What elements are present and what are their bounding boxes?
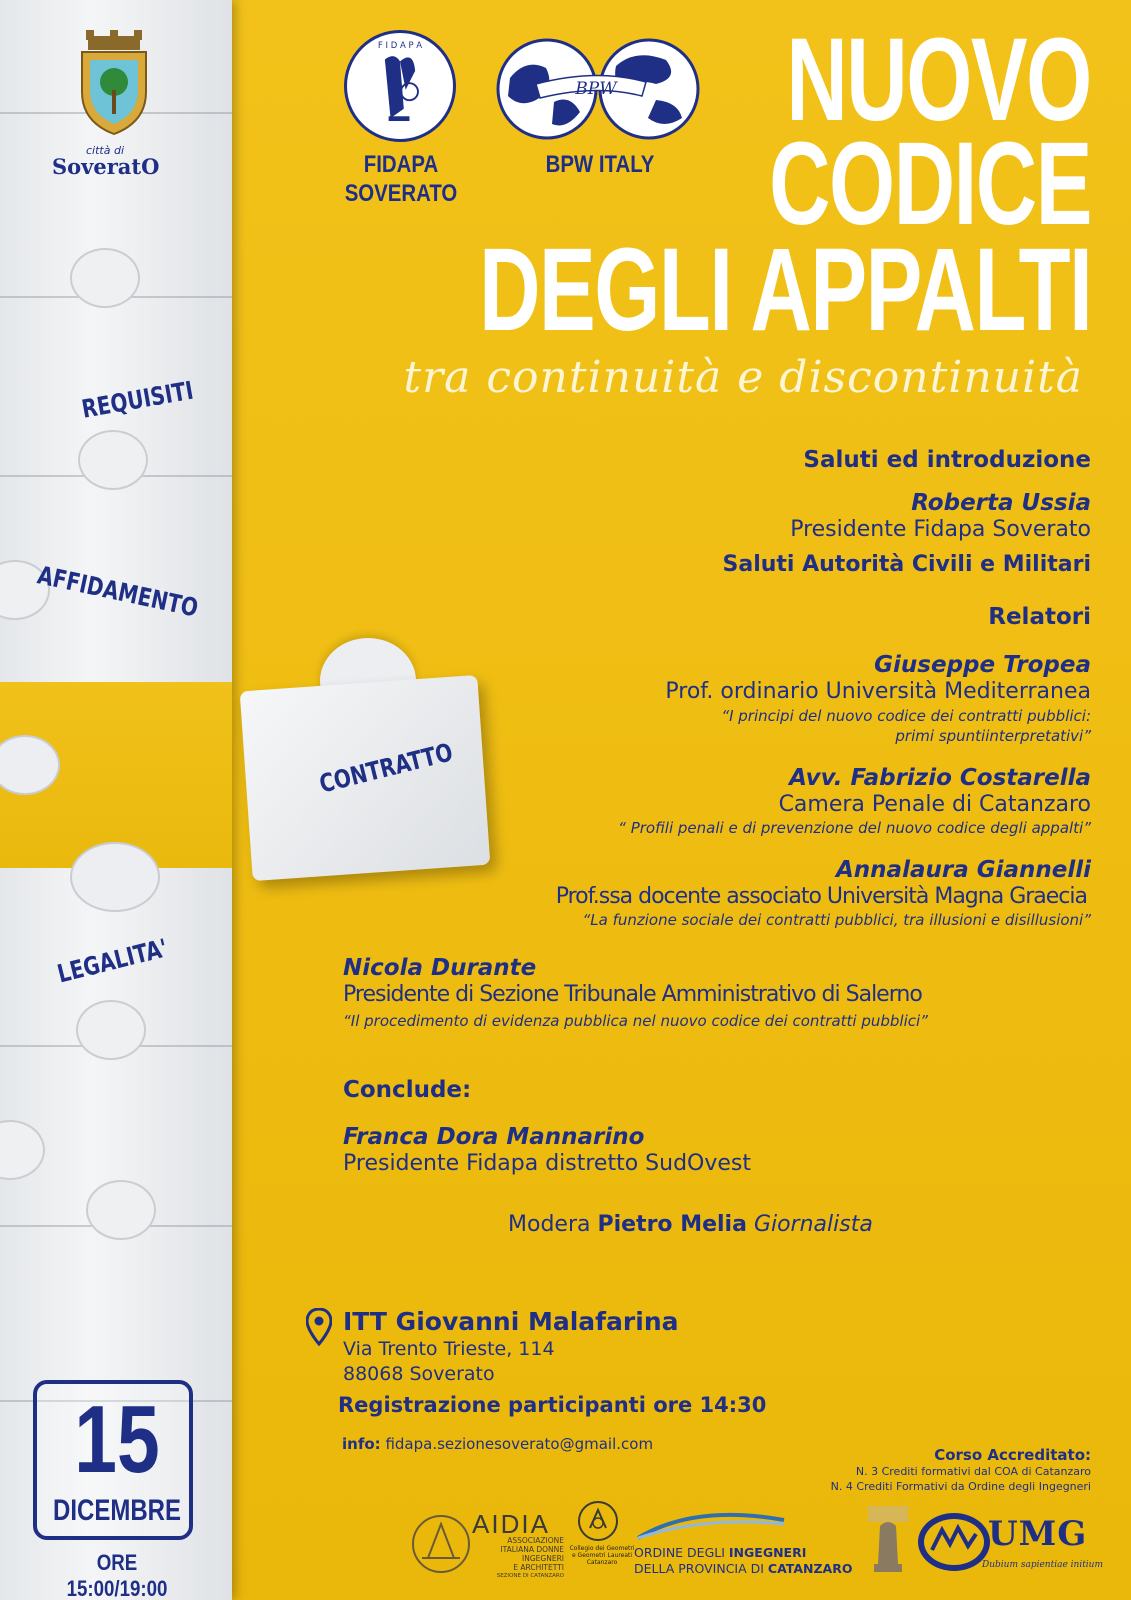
title-line-2: CODICE: [769, 118, 1091, 250]
city-name: SoveratO: [52, 154, 160, 179]
info-email[interactable]: fidapa.sezionesoverato@gmail.com: [385, 1435, 654, 1453]
fidapa-ring-text: F I D A P A: [377, 41, 423, 52]
speaker-quote-cont: primi spuntiinterpretativi”: [895, 727, 1091, 745]
geometri-emblem-icon: [576, 1498, 620, 1544]
fidapa-angel-icon: [347, 33, 453, 139]
fidapa-caption-line2: SOVERATO: [344, 180, 458, 207]
title-line-3: DEGLI APPALTI: [478, 224, 1091, 356]
fidapa-logo: [344, 30, 456, 142]
puzzle-word-affidamento: AFFIDAMENTO: [34, 560, 201, 623]
accreditation-line-1: N. 3 Crediti formativi dal COA di Catanzaro: [855, 1465, 1091, 1478]
speaker-name: Nicola Durante: [343, 955, 537, 981]
speaker-name: Avv. Fabrizio Costarella: [789, 765, 1091, 791]
city-label: città di: [86, 144, 125, 157]
venue-street: Via Trento Trieste, 114: [343, 1338, 555, 1360]
registration-info: Registrazione participanti ore 14:30: [338, 1393, 767, 1417]
puzzle-knob: [86, 1180, 156, 1240]
puzzle-word-contratto: CONTRATTO: [316, 737, 456, 799]
coa-statue-icon: [864, 1504, 912, 1574]
speaker-role: Prof. ordinario Università Mediterranea: [665, 679, 1091, 704]
puzzle-knob: [70, 248, 140, 308]
puzzle-word-requisiti: REQUISITI: [79, 375, 196, 424]
bpw-caption: BPW ITALY: [545, 151, 655, 178]
conclude-heading: Conclude:: [343, 1077, 472, 1103]
ordine-ingegneri-arc-icon: [634, 1510, 788, 1540]
accreditation-heading: Corso Accreditato:: [934, 1446, 1091, 1464]
aidia-sub: ASSOCIAZIONE: [507, 1536, 564, 1545]
conclude-name: Franca Dora Mannarino: [343, 1124, 645, 1150]
welcome-role: Presidente Fidapa Soverato: [790, 517, 1091, 542]
date-box: [33, 1380, 193, 1540]
info-label: info:: [342, 1435, 381, 1453]
ordine-text-bold: CATANZARO: [767, 1561, 853, 1576]
umg-logo-text: UMG: [988, 1514, 1088, 1554]
geometri-text: Catanzaro: [586, 1559, 618, 1566]
fidapa-caption: [337, 150, 465, 208]
aidia-sub: ITALIANA DONNE: [500, 1545, 564, 1554]
moderator-line: [508, 1212, 873, 1237]
conclude-role: Presidente Fidapa distretto SudOvest: [343, 1151, 751, 1176]
welcome-name: Roberta Ussia: [911, 490, 1091, 516]
authorities-greeting: Saluti Autorità Civili e Militari: [722, 552, 1091, 577]
puzzle-knob: [78, 430, 148, 490]
info-contact: [342, 1435, 653, 1453]
speaker-name: Giuseppe Tropea: [874, 652, 1091, 678]
moderator-prefix: Modera: [508, 1212, 591, 1237]
fidapa-caption-line1: FIDAPA: [363, 151, 439, 178]
bpw-mark: BPW: [575, 79, 617, 99]
speaker-quote: “La funzione sociale dei contratti pubblici, tra illusioni e disillusioni”: [582, 911, 1091, 929]
aidia-sub: SEZIONE DI CATANZARO: [496, 1573, 564, 1579]
puzzle-knob: [76, 1000, 146, 1060]
welcome-heading: Saluti ed introduzione: [803, 447, 1091, 473]
speaker-quote: “Il procedimento di evidenza pubblica nel nuovo codice dei contratti pubblici”: [343, 1012, 928, 1030]
aidia-logo: [472, 1509, 564, 1581]
geometri-text: e Geometri Laureati: [571, 1552, 633, 1559]
aidia-sub: INGEGNERI: [522, 1554, 564, 1563]
speaker-quote: “I principi del nuovo codice dei contratti pubblici:: [721, 707, 1091, 725]
aidia-sub: E ARCHITETTI: [513, 1563, 564, 1572]
speaker-quote: “ Profili penali e di prevenzione del nuovo codice degli appalti”: [618, 819, 1091, 837]
soverato-crest-icon: [74, 30, 154, 140]
speaker-role: Presidente di Sezione Tribunale Amministrativo di Salerno: [343, 982, 922, 1007]
puzzle-knob-lower: [70, 842, 160, 912]
venue-name: ITT Giovanni Malafarina: [343, 1307, 679, 1336]
bpw-globe-logo: [496, 38, 700, 140]
speaker-role: Prof.ssa docente associato Università Magna Graecia: [555, 884, 1087, 909]
moderator-name: Pietro Melia: [597, 1212, 747, 1237]
speaker-name: Annalaura Giannelli: [836, 857, 1091, 883]
speaker-role: Camera Penale di Catanzaro: [778, 792, 1091, 817]
geometri-logo: [568, 1545, 636, 1566]
ordine-text: DELLA PROVINCIA DI: [634, 1561, 768, 1576]
ordine-ingegneri-logo: [634, 1545, 852, 1577]
title-line-1: NUOVO: [786, 14, 1091, 146]
accreditation-line-2: N. 4 Crediti Formativi da Ordine degli Ingegneri: [830, 1480, 1091, 1493]
ordine-text-bold: INGEGNERI: [728, 1545, 807, 1560]
puzzle-word-legalita: LEGALITA': [54, 933, 171, 989]
moderator-role: Giornalista: [753, 1212, 873, 1237]
venue-city: 88068 Soverato: [343, 1363, 495, 1385]
aidia-emblem-icon: [408, 1512, 474, 1576]
date-day: 15: [74, 1386, 160, 1493]
puzzle-knob: [0, 1120, 45, 1180]
event-time: ORE 15:00/19:00: [66, 1550, 168, 1600]
geometri-text: Collegio dei Geometri: [569, 1545, 635, 1552]
ordine-text: ORDINE DEGLI: [634, 1545, 729, 1560]
subtitle: tra continuità e discontinuità: [403, 352, 1083, 403]
date-month: DICEMBRE: [53, 1494, 182, 1527]
umg-motto: Dubium sapientiae initium: [982, 1560, 1104, 1570]
location-pin-icon: [306, 1308, 332, 1346]
aidia-name: AIDIA: [472, 1509, 550, 1539]
speakers-heading: Relatori: [988, 604, 1091, 630]
